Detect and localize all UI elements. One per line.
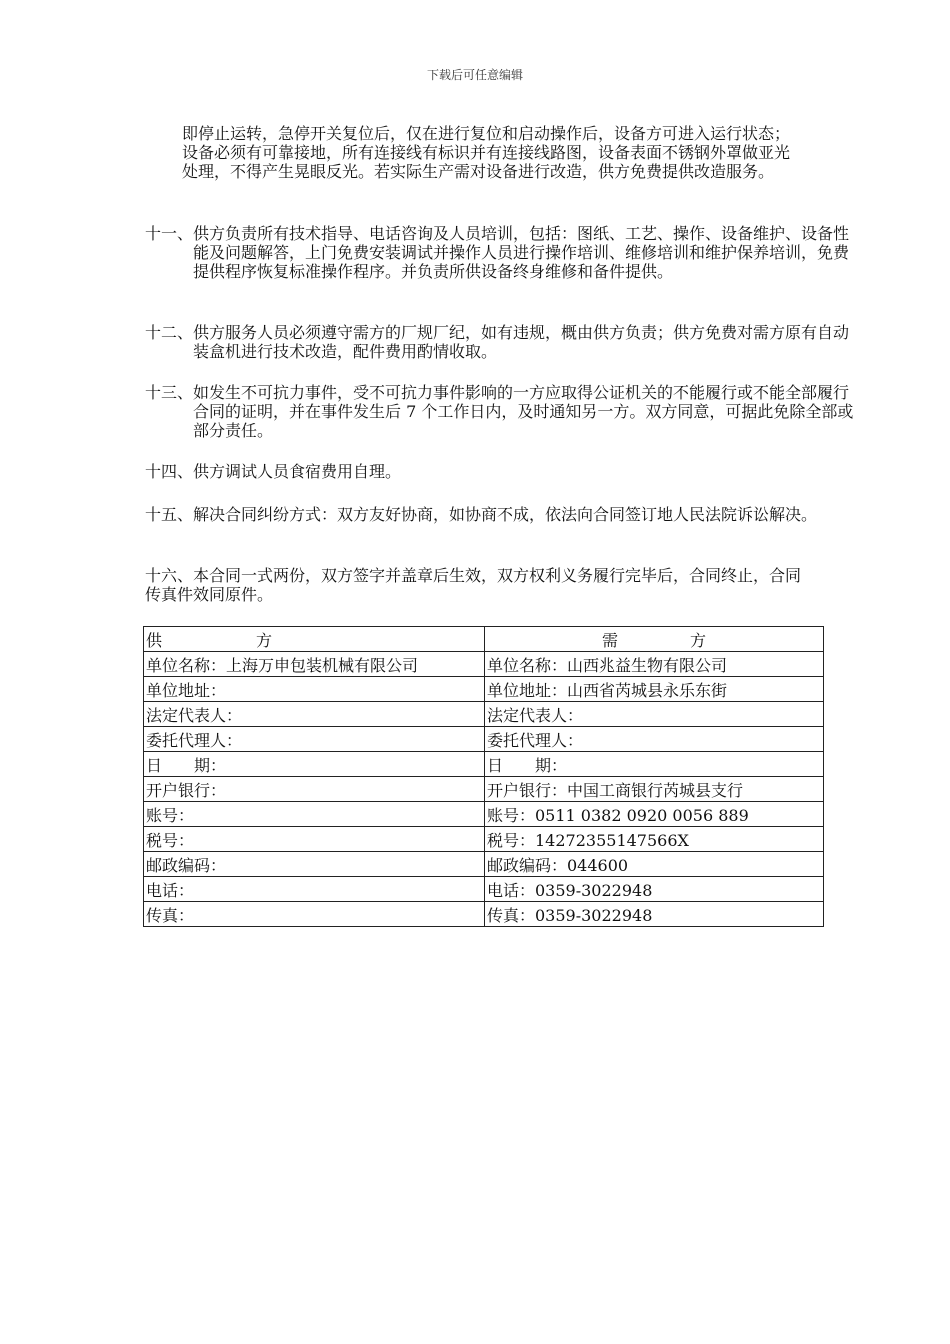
clause-16: 十六、本合同一式两份，双方签字并盖章后生效，双方权利义务履行完毕后，合同终止，合同传真件效同原件。 [145,566,802,604]
clause-11: 十一、供方负责所有技术指导、电话咨询及人员培训，包括：图纸、工艺、操作、设备维护、设备性能及问题解答，上门免费安装调试并操作人员进行操作培训、维修培训和维护保养培训，免费提供程序恢复标准操作程序。并负责所供设备终身维修和备件提供。 [145,224,850,281]
buyer-postcode: 邮政编码：044600 [485,852,824,877]
supplier-header-char-1: 供 [146,630,163,650]
supplier-header [144,627,485,652]
buyer-header [485,627,824,652]
clause-14: 十四、供方调试人员食宿费用自理。 [145,462,402,481]
buyer-agent: 委托代理人： [485,727,824,752]
table-row [144,652,824,677]
paragraph-continued: 即停止运转，急停开关复位后，仅在进行复位和启动操作后，设备方可进入运行状态；设备必须有可靠接地，所有连接线有标识并有连接线路图，设备表面不锈钢外罩做亚光处理，不得产生晃眼反光。若实际生产需对设备进行改造，供方免费提供改造服务。 [182,124,791,181]
table-row [144,852,824,877]
table-row [144,777,824,802]
buyer-account: 账号：0511 0382 0920 0056 889 [485,802,824,827]
supplier-phone: 电话： [144,877,485,902]
supplier-company-name: 单位名称：上海万申包装机械有限公司 [144,652,485,677]
buyer-fax: 传真：0359-3022948 [485,902,824,927]
table-row [144,802,824,827]
table-row [144,727,824,752]
supplier-date: 日 期： [144,752,485,777]
supplier-fax: 传真： [144,902,485,927]
buyer-tax-id: 税号：14272355147566X [485,827,824,852]
buyer-bank: 开户银行：中国工商银行芮城县支行 [485,777,824,802]
contract-parties-table [143,626,824,927]
supplier-address: 单位地址： [144,677,485,702]
buyer-phone: 电话：0359-3022948 [485,877,824,902]
supplier-legal-rep: 法定代表人： [144,702,485,727]
buyer-address: 单位地址：山西省芮城县永乐东街 [485,677,824,702]
clause-15: 十五、解决合同纠纷方式：双方友好协商，如协商不成，依法向合同签订地人民法院诉讼解决。 [145,505,818,524]
table-header-row [144,627,824,652]
table-row [144,677,824,702]
supplier-bank: 开户银行： [144,777,485,802]
supplier-header-char-2: 方 [256,630,273,650]
supplier-agent: 委托代理人： [144,727,485,752]
clause-12: 十二、供方服务人员必须遵守需方的厂规厂纪，如有违规，概由供方负责；供方免费对需方原有自动装盒机进行技术改造，配件费用酌情收取。 [145,323,850,361]
table-row [144,877,824,902]
page-header: 下载后可任意编辑 [426,68,523,82]
table-row [144,827,824,852]
clause-13: 十三、如发生不可抗力事件，受不可抗力事件影响的一方应取得公证机关的不能履行或不能全部履行合同的证明，并在事件发生后 7 个工作日内，及时通知另一方。双方同意，可据此免除全部或部分责任。 [145,383,854,440]
buyer-header-char-2: 方 [690,630,707,650]
buyer-legal-rep: 法定代表人： [485,702,824,727]
supplier-account: 账号： [144,802,485,827]
buyer-date: 日 期： [485,752,824,777]
buyer-company-name: 单位名称：山西兆益生物有限公司 [485,652,824,677]
table-row [144,702,824,727]
supplier-tax-id: 税号： [144,827,485,852]
buyer-header-char-1: 需 [601,630,618,650]
supplier-postcode: 邮政编码： [144,852,485,877]
table-row [144,752,824,777]
table-row [144,902,824,927]
